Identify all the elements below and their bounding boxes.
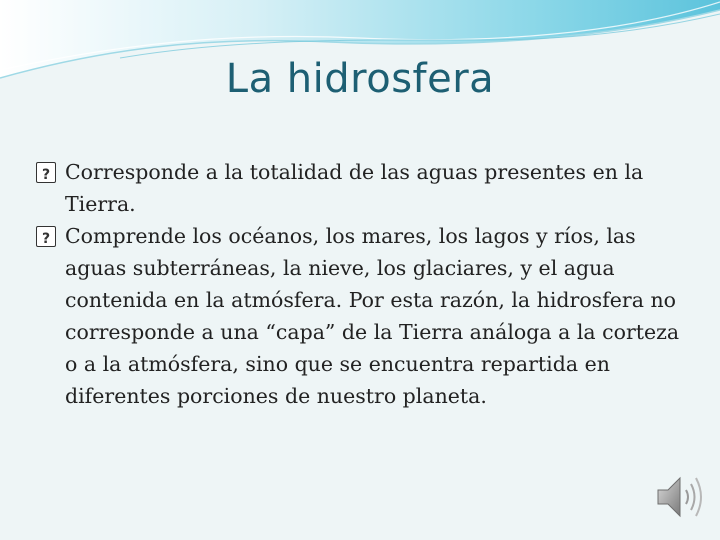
missing-glyph-bullet-icon: [36, 162, 56, 183]
slide-content: [36, 156, 686, 412]
bullet-paragraph: [36, 220, 686, 412]
paragraph-text: Corresponde a la totalidad de las aguas presentes en la Tierra.: [65, 160, 644, 216]
speaker-icon[interactable]: [650, 466, 710, 526]
bullet-paragraph: [36, 156, 686, 220]
missing-glyph-bullet-icon: [36, 226, 56, 247]
paragraph-text: Comprende los océanos, los mares, los lagos y ríos, las aguas subterráneas, la nieve, los glaciares, y el agua contenida en la atmósfera. Por esta razón, la hidrosfera no corresponde a una “capa” de la Tierra análoga a la corteza o a la atmósfera, sino que se encuentra repartida en diferentes porciones de nuestro planeta.: [65, 224, 680, 408]
slide-title: La hidrosfera: [225, 56, 495, 102]
